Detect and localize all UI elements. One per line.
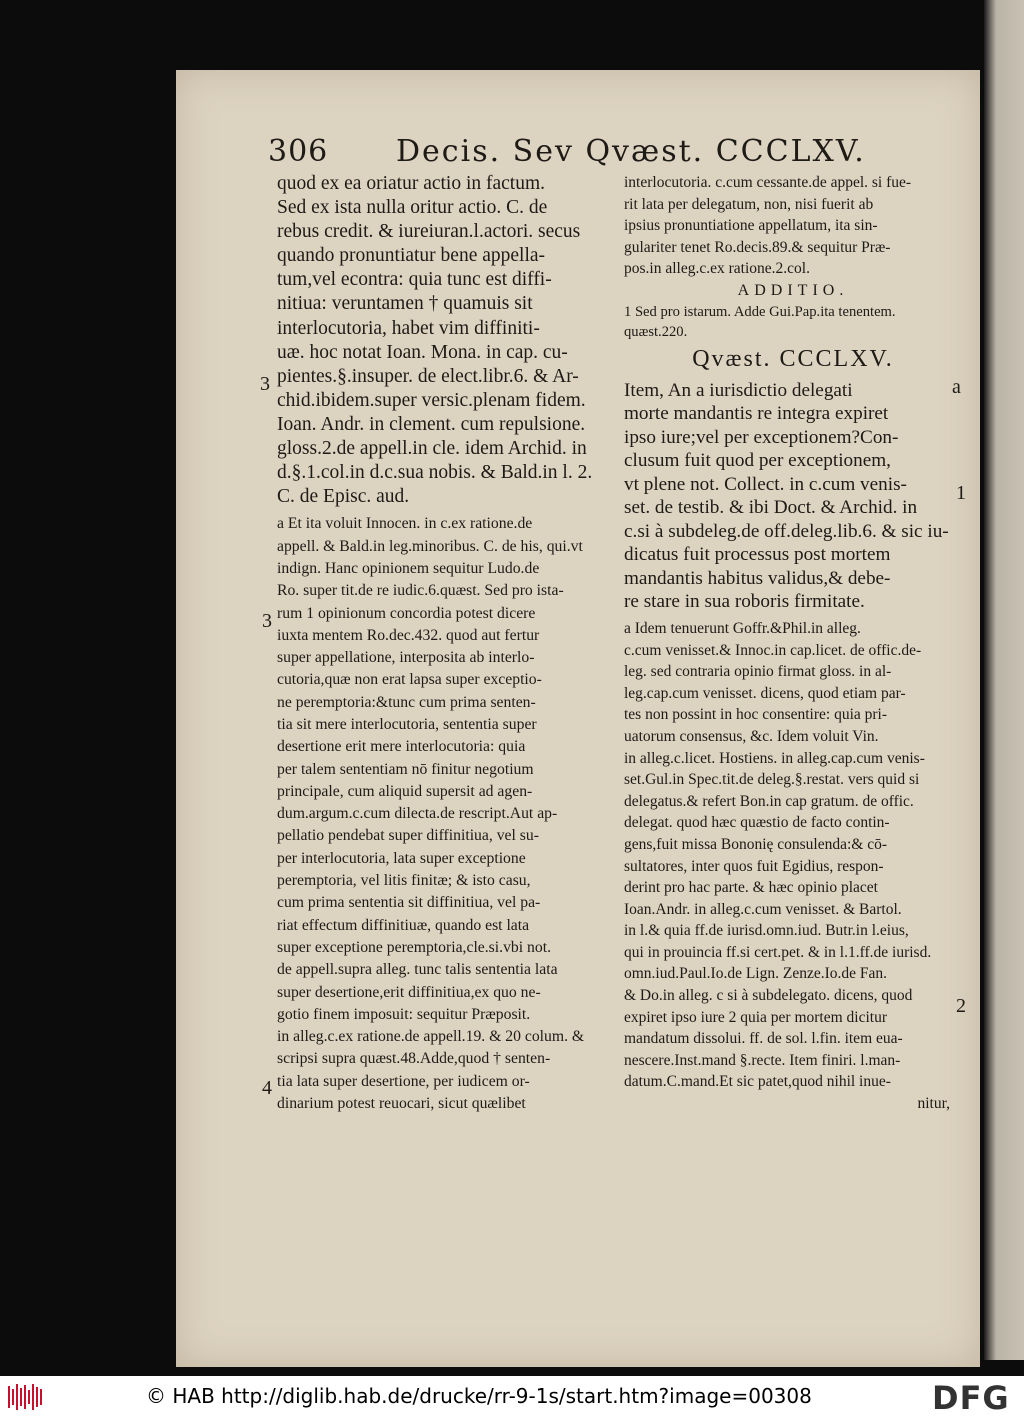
note-line: tia sit mere interlocutoria, sententia super [277, 715, 537, 733]
note-line: in alleg.c.licet. Hostiens. in alleg.cap.cum venis- [624, 749, 925, 767]
note-line: appell. & Bald.in leg.minoribus. C. de his, qui.vt [277, 537, 583, 555]
text-line: rebus credit. & iureiuran.l.actori. secus [277, 221, 581, 243]
note-line: leg. sed contraria opinio firmat gloss. in al- [624, 663, 892, 681]
note-line: super appellatione, interposita ab interlo- [277, 649, 535, 667]
note-line: desertione erit mere interlocutoria: quia [277, 738, 526, 756]
text-line: quod ex ea oriatur actio in factum. [277, 173, 546, 194]
text-line: C. de Episc. aud. [277, 486, 410, 508]
note-line: a Et ita voluit Innocen. in c.ex ratione.de [277, 515, 533, 533]
text-line: c.si à subdeleg.de off.deleg.lib.6. & sic iu- [624, 520, 949, 542]
note-line: in l.& quia ff.de iurisd.omn.iud. Butr.in l.eius, [624, 922, 909, 940]
margin-number: 3 [262, 610, 272, 632]
text-line: pientes.§.insuper. de elect.libr.6. & Ar- [277, 365, 579, 387]
note-line: a Idem tenuerunt Goffr.&Phil.in alleg. [624, 619, 861, 637]
note-line: principale, cum aliquid supersit ad agen- [277, 782, 533, 800]
note-line: leg.cap.cum venisset. dicens, quod etiam par- [624, 684, 906, 702]
text-line: re stare in sua roboris firmitate. [624, 591, 865, 613]
text-line: dicatus fuit processus post mortem [624, 544, 891, 566]
note-line: super exceptione peremptoria,cle.si.vbi not. [277, 938, 552, 956]
note-line: rum 1 opinionum concordia potest dicere [277, 604, 536, 622]
adjacent-page-edge [984, 0, 1024, 1360]
text-line: mandantis habitus validus,& debe- [624, 567, 891, 589]
text-line: Sed ex ista nulla oritur actio. C. de [277, 197, 548, 219]
note-line: ipsius pronuntiatione appellatum, ita sin- [624, 217, 878, 235]
note-line: Ioan.Andr. in alleg.c.cum venisset. & Bartol. [624, 900, 902, 918]
note-line: qui in prouincia ff.si cert.pet. & in l.1.ff.de iurisd. [624, 943, 932, 961]
text-line: morte mandantis re integra expiret [624, 403, 889, 425]
note-line: dinarium potest reuocari, sicut quælibet [277, 1095, 526, 1113]
barcode-icon [8, 1384, 42, 1410]
note-line: Ro. super tit.de re iudic.6.quæst. Sed pro ista- [277, 582, 564, 600]
scanned-page [176, 70, 980, 1367]
right-column [624, 172, 962, 1115]
text-line: Item, An a iurisdictio delegati [624, 379, 853, 401]
text-line: tum,vel econtra: quia tunc est diffi- [277, 269, 552, 291]
text-line: gloss.2.de appell.in cle. idem Archid. in [277, 438, 587, 460]
note-line: expiret ipso iure 2 quia per mortem dicitur [624, 1008, 887, 1026]
text-line: Ioan. Andr. in clement. cum repulsione. [277, 413, 586, 435]
text-line: quando pronuntiatur bene appella- [277, 245, 546, 267]
margin-number: 2 [956, 995, 966, 1017]
note-line: omn.iud.Paul.Io.de Lign. Zenze.Io.de Fan. [624, 965, 888, 983]
text-line: chid.ibidem.super versic.plenam fidem. [277, 389, 586, 411]
text-line: uæ. hoc notat Ioan. Mona. in cap. cu- [277, 341, 568, 363]
note-line: per interlocutoria, lata super exceptione [277, 849, 526, 867]
note-line: iuxta mentem Ro.dec.432. quod aut fertur [277, 626, 540, 644]
copyright-url[interactable]: © HAB http://diglib.hab.de/drucke/rr-9-1s/start.htm?image=00308 [146, 1384, 812, 1408]
note-line: derint pro hac parte. & hæc opinio placet [624, 879, 878, 897]
additio-line: 1 Sed pro istarum. Adde Gui.Pap.ita tenentem. [624, 303, 896, 320]
note-line: riat effectum diffinitiuæ, quando est lata [277, 916, 530, 934]
note-line: delegatus.& refert Bon.in cap gratum. de offic. [624, 792, 914, 810]
note-line: nescere.Inst.mand §.recte. Item finiri. l.man- [624, 1051, 901, 1069]
note-line: tia lata super desertione, per iudicem or- [277, 1072, 530, 1090]
note-line: mandatum dissolui. ff. de sol. l.fin. item eua- [624, 1030, 903, 1048]
note-line: set.Gul.in Spec.tit.de deleg.§.restat. vers quid si [624, 771, 920, 789]
left-column [277, 172, 627, 1115]
note-line: per talem sententiam nō finitur negotium [277, 760, 534, 778]
note-line: uatorum consensus, &c. Idem voluit Vin. [624, 727, 879, 745]
additio-heading: ADDITIO. [737, 281, 849, 299]
note-line: in alleg.c.ex ratione.de appell.19. & 20 colum. & [277, 1028, 585, 1046]
quaestio-heading: Qvæst. CCCLXV. [692, 345, 894, 372]
note-line: gens,fuit missa Bononię consulenda:& cō- [624, 835, 888, 853]
note-line: tes non possint in hoc consentire: quia pri- [624, 706, 888, 724]
note-line: pellatio pendebat super diffinitiua, vel su- [277, 827, 539, 845]
note-line: indign. Hanc opinionem sequitur Ludo.de [277, 559, 540, 577]
note-line: ne peremptoria:&tunc cum prima senten- [277, 693, 536, 711]
text-line: nitiua: veruntamen † quamuis sit [277, 293, 533, 315]
running-title: Decis. Sev Qvæst. CCCLXV. [396, 134, 866, 169]
note-line: gotio finem imposuit: sequitur Præposit. [277, 1005, 531, 1023]
margin-letter: a [952, 376, 961, 398]
note-line: super desertione,erit diffinitiua,ex quo ne- [277, 983, 541, 1001]
dfg-logo: DFG [932, 1379, 1010, 1417]
text-line: set. de testib. & ibi Doct. & Archid. in [624, 497, 918, 519]
note-line: scripsi supra quæst.48.Adde,quod † senten- [277, 1050, 551, 1068]
note-line: cum prima sententia sit diffinitiua, vel pa- [277, 894, 541, 912]
footer-bar [0, 1376, 1024, 1419]
text-line: ipso iure;vel per exceptionem?Con- [624, 426, 899, 448]
text-line: d.§.1.col.in d.c.sua nobis. & Bald.in l. 2. [277, 462, 593, 484]
margin-number: 3 [260, 373, 270, 395]
note-line: delegat. quod hæc quæstio de facto contin- [624, 814, 890, 832]
catchword: nitur, [917, 1095, 950, 1113]
note-line: datum.C.mand.Et sic patet,quod nihil inue- [624, 1073, 891, 1091]
note-line: pos.in alleg.c.ex ratione.2.col. [624, 260, 810, 278]
note-line: sultatores, inter quos fuit Egidius, respon- [624, 857, 884, 875]
text-line: interlocutoria, habet vim diffiniti- [277, 317, 540, 339]
margin-number: 4 [262, 1077, 272, 1099]
note-line: & Do.in alleg. c si à subdelegato. dicens, quod [624, 987, 913, 1005]
note-line: c.cum venisset.& Innoc.in cap.licet. de offic.de- [624, 641, 922, 659]
note-line: de appell.supra alleg. tunc talis sententia lata [277, 961, 558, 979]
note-line: interlocutoria. c.cum cessante.de appel. si fue- [624, 174, 912, 191]
page-header [268, 134, 968, 174]
text-line: vt plene not. Collect. in c.cum venis- [624, 473, 907, 495]
note-line: dum.argum.c.cum dilecta.de rescript.Aut ap- [277, 805, 558, 823]
margin-number: 1 [956, 482, 966, 504]
note-line: cutoria,quæ non erat lapsa super exceptio- [277, 671, 542, 689]
note-line: gulariter tenet Ro.decis.89.& sequitur Præ- [624, 238, 891, 256]
text-line: clusum fuit quod per exceptionem, [624, 450, 891, 472]
note-line: peremptoria, vel litis finitæ; & isto casu, [277, 872, 531, 890]
note-line: rit lata per delegatum, non, nisi fuerit ab [624, 195, 874, 213]
additio-line: quæst.220. [624, 324, 688, 341]
folio-number: 306 [268, 134, 329, 169]
